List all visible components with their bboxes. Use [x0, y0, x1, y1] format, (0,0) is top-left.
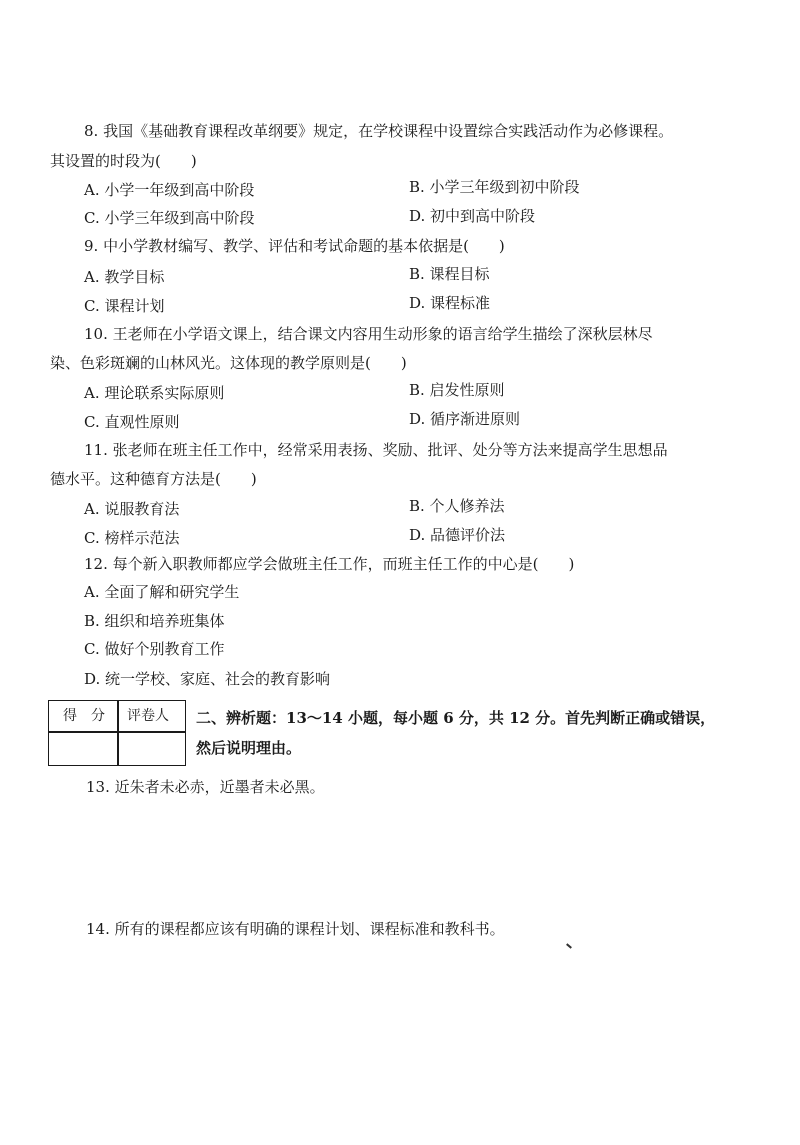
- question-10-option-d: D. 循序渐进原则: [409, 410, 521, 428]
- question-9-stem: 9. 中小学教材编写、教学、评估和考试命题的基本依据是( ): [84, 237, 505, 255]
- section-2-title-line-1: 二、辨析题：13～14 小题，每小题 6 分，共 12 分。首先判断正确或错误，: [196, 709, 716, 727]
- question-10-option-a: A. 理论联系实际原则: [84, 384, 225, 402]
- score-table-divider-vertical: [117, 701, 119, 765]
- question-8-stem-line-2: 其设置的时段为( ): [50, 152, 197, 170]
- question-12-stem: 12. 每个新入职教师都应学会做班主任工作，而班主任工作的中心是( ): [84, 555, 575, 573]
- question-12-option-c: C. 做好个别教育工作: [84, 640, 225, 658]
- question-9-option-b: B. 课程目标: [409, 265, 490, 283]
- question-8-stem-line-1: 8. 我国《基础教育课程改革纲要》规定，在学校课程中设置综合实践活动作为必修课程。: [84, 122, 674, 140]
- score-table: [48, 700, 186, 766]
- question-9-option-c: C. 课程计划: [84, 297, 165, 315]
- question-11-option-c: C. 榜样示范法: [84, 529, 180, 547]
- scan-mark: [566, 943, 572, 948]
- question-11-option-b: B. 个人修养法: [409, 497, 505, 515]
- question-8-option-c: C. 小学三年级到高中阶段: [84, 209, 255, 227]
- score-table-divider-horizontal: [49, 731, 185, 733]
- question-9-option-a: A. 教学目标: [84, 268, 165, 286]
- score-label: 得 分: [63, 708, 105, 724]
- question-8-option-b: B. 小学三年级到初中阶段: [409, 178, 580, 196]
- question-11-option-d: D. 品德评价法: [409, 526, 506, 544]
- question-11-option-a: A. 说服教育法: [84, 500, 180, 518]
- question-10-option-b: B. 启发性原则: [409, 381, 505, 399]
- question-8-option-a: A. 小学一年级到高中阶段: [84, 181, 255, 199]
- question-12-option-b: B. 组织和培养班集体: [84, 612, 225, 630]
- section-2-title-line-2: 然后说明理由。: [196, 739, 302, 757]
- question-10-stem-line-1: 10. 王老师在小学语文课上，结合课文内容用生动形象的语言给学生描绘了深秋层林尽: [84, 325, 653, 343]
- grader-label: 评卷人: [127, 708, 169, 724]
- question-9-option-d: D. 课程标准: [409, 294, 491, 312]
- question-10-stem-line-2: 染、色彩斑斓的山林风光。这体现的教学原则是( ): [50, 354, 407, 372]
- question-12-option-d: D. 统一学校、家庭、社会的教育影响: [84, 670, 331, 688]
- question-8-option-d: D. 初中到高中阶段: [409, 207, 536, 225]
- question-12-option-a: A. 全面了解和研究学生: [84, 583, 240, 601]
- question-14-stem: 14. 所有的课程都应该有明确的课程计划、课程标准和教科书。: [86, 920, 505, 938]
- question-10-option-c: C. 直观性原则: [84, 413, 180, 431]
- question-13-stem: 13. 近朱者未必赤，近墨者未必黑。: [86, 778, 325, 796]
- question-11-stem-line-1: 11. 张老师在班主任工作中，经常采用表扬、奖励、批评、处分等方法来提高学生思想品: [84, 441, 668, 459]
- question-11-stem-line-2: 德水平。这种德育方法是( ): [50, 470, 257, 488]
